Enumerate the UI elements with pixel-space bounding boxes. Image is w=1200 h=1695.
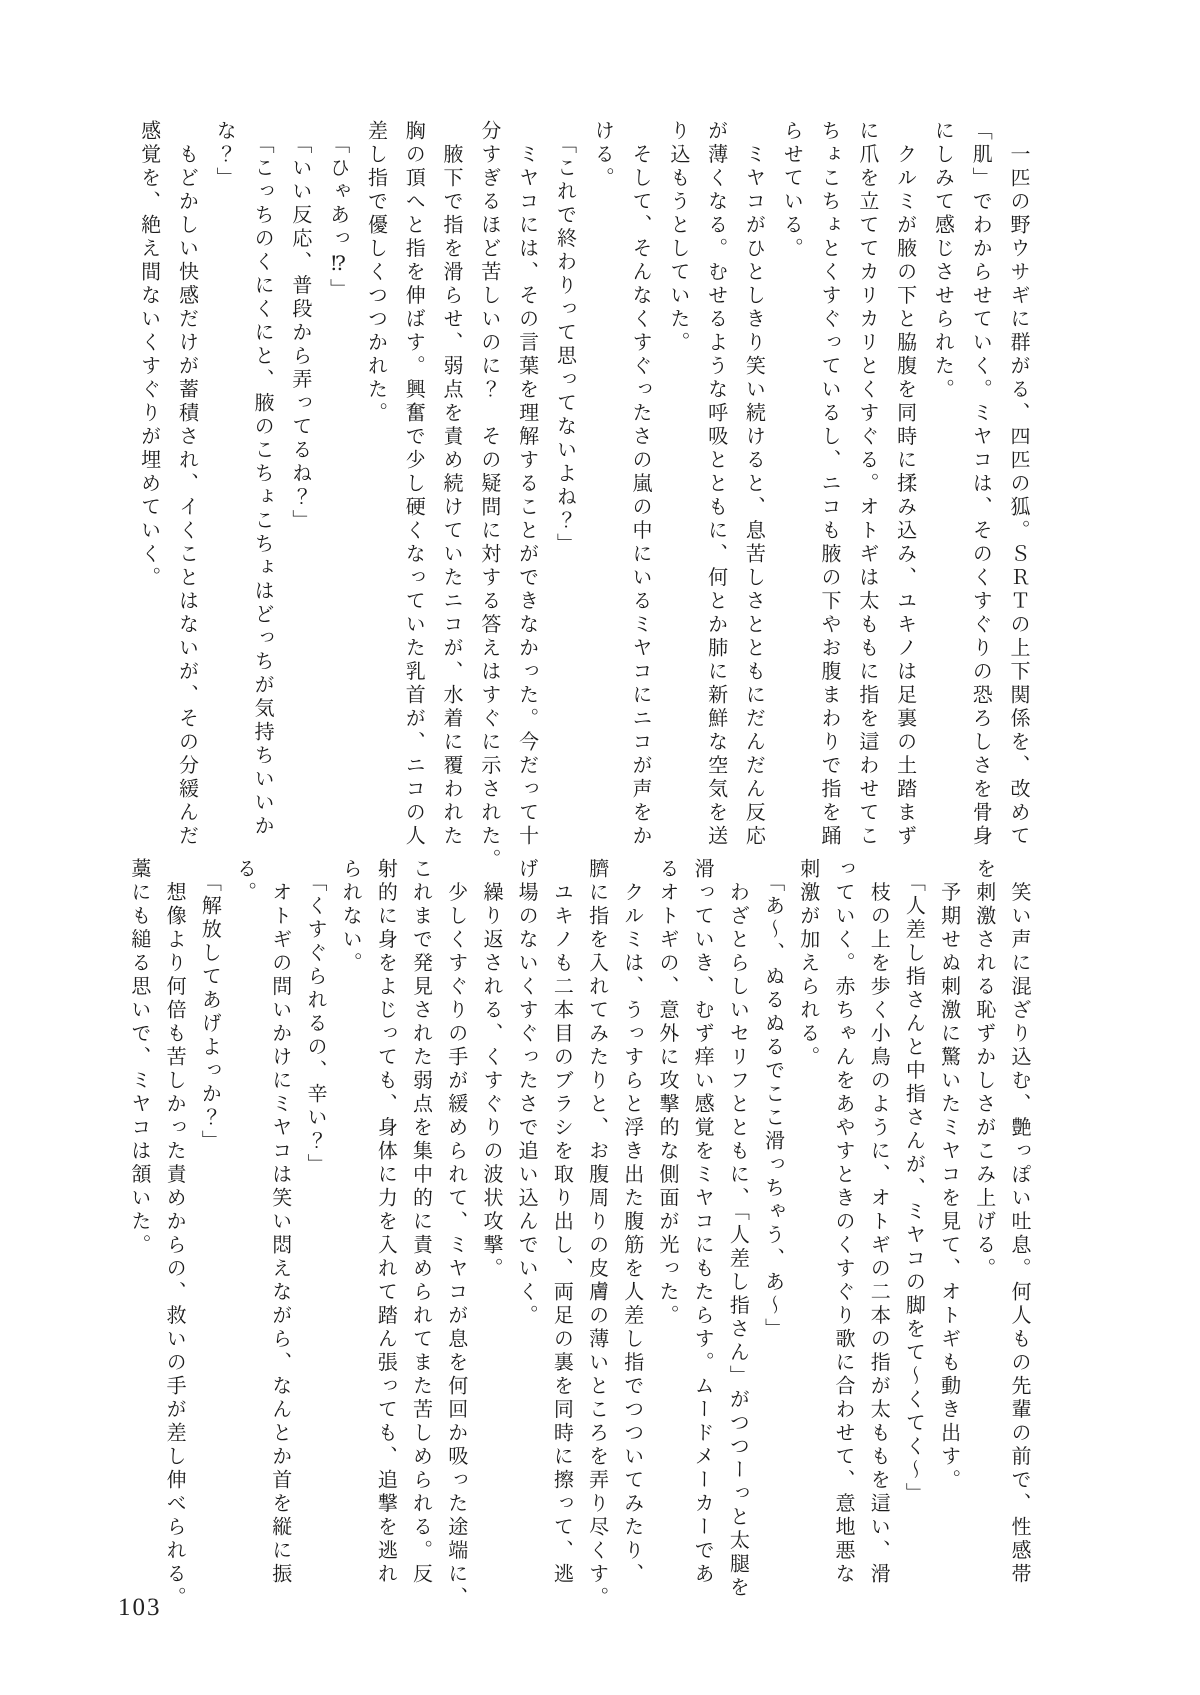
text-column: そして、そんなくすぐったさの嵐の中にいるミヤコにニコが声をか — [629, 120, 652, 849]
text-column: 「肌」でわからせていく。ミヤコは、そのくすぐりの恐ろしさを骨身 — [969, 120, 992, 849]
text-column: 「いい反応、普段から弄ってるね？」 — [288, 120, 311, 533]
text-column: 一匹の野ウサギに群がる、四匹の狐。ＳＲＴの上下関係を、改めて — [1007, 120, 1029, 849]
text-column: 「こっちのくにくにと、腋のこちょこちょはどっちが気持ちいいか — [251, 120, 274, 839]
text-column: 予期せぬ刺激に驚いたミヤコを見て、オトギも動き出す。 — [937, 858, 960, 1493]
text-column: 笑い声に混ざり込む、艶っぽい吐息。何人もの先輩の前で、性感帯 — [1008, 858, 1030, 1587]
text-column: 臍に指を入れてみたりと、お腹周りの皮膚の薄いところを弄り尽くす。 — [585, 858, 608, 1610]
text-column: る。 — [233, 858, 256, 905]
text-column: 差し指で優しくつつかれた。 — [364, 120, 387, 426]
text-column: が薄くなる。むせるような呼吸とともに、何とか肺に新鮮な空気を送 — [704, 120, 727, 849]
text-column: クルミは、うっすらと浮き出た腹筋を人差し指でつついてみたり、 — [620, 858, 643, 1587]
text-column: っていく。赤ちゃんをあやすときのくすぐり歌に合わせて、意地悪な — [831, 858, 854, 1587]
text-column: ユキノも二本目のブラシを取り出し、両足の裏を同時に擦って、逃 — [550, 858, 573, 1587]
text-column: 「人差し指さんと中指さんが、ミヤコの脚をて〜くてく〜」 — [902, 858, 925, 1506]
text-column: な？」 — [213, 120, 236, 191]
text-column: げ場のないくすぐったさで追い込んでいく。 — [515, 858, 538, 1328]
text-column: ける。 — [591, 120, 614, 191]
text-column: ちょこちょとくすぐっているし、ニコも腋の下やお腹まわりで指を踊 — [818, 120, 841, 849]
text-column: 「くすぐられるの、辛い？」 — [303, 858, 326, 1177]
text-column: 分すぎるほど苦しいのに？ その疑問に対する答えはすぐに示された。 — [477, 120, 500, 872]
text-column: 腋下で指を滑らせ、弱点を責め続けていたニコが、水着に覆われた — [440, 120, 463, 849]
text-column: ミヤコがひとしきり笑い続けると、息苦しさとともにだんだん反応 — [742, 120, 765, 849]
text-column: 射的に身をよじっても、身体に力を入れて踏ん張っても、追撃を逃れ — [374, 858, 397, 1587]
text-column: 繰り返される、くすぐりの波状攻撃。 — [479, 858, 502, 1281]
text-column: 「あ〜、ぬるぬるでここ滑っちゃう、あ〜」 — [761, 858, 784, 1342]
text-column: 感覚を、絶え間ないくすぐりが埋めていく。 — [137, 120, 160, 590]
text-column: もどかしい快感だけが蓄積され、イくことはないが、その分緩んだ — [175, 120, 198, 849]
text-column: るオトギの、意外に攻撃的な側面が光った。 — [655, 858, 678, 1328]
text-column: 「解放してあげよっか？」 — [198, 858, 221, 1154]
text-column: 少しくすぐりの手が緩められて、ミヤコが息を何回か吸った途端に、 — [444, 858, 467, 1610]
text-column: 藁にも縋る思いで、ミヤコは頷いた。 — [127, 858, 150, 1258]
text-column: 滑っていき、むず痒い感覚をミヤコにもたらす。ムードメーカーであ — [691, 858, 714, 1587]
text-column: 胸の頂へと指を伸ばす。興奮で少し硬くなっていた乳首が、ニコの人 — [402, 120, 425, 849]
text-column: ミヤコには、その言葉を理解することができなかった。今だって十 — [515, 120, 538, 849]
text-column: らせている。 — [780, 120, 803, 261]
text-column: り込もうとしていた。 — [666, 120, 689, 355]
text-column: 刺激が加えられる。 — [796, 858, 819, 1070]
text-column: 想像より何倍も苦しかった責めからの、救いの手が差し伸べられる。 — [163, 858, 186, 1610]
text-column: 「これで終わりって思ってないよね？」 — [553, 120, 576, 557]
text-column: に爪を立ててカリカリとくすぐる。オトギは太ももに指を這わせてこ — [855, 120, 878, 849]
text-column: にしみて感じさせられた。 — [931, 120, 954, 402]
text-column: クルミが腋の下と脇腹を同時に揉み込み、ユキノは足裏の土踏まず — [893, 120, 916, 849]
page-number: 103 — [118, 1594, 162, 1621]
text-column: 枝の上を歩く小鳥のように、オトギの二本の指が太ももを這い、滑 — [867, 858, 890, 1587]
text-column: これまで発見された弱点を集中的に責められてまた苦しめられる。反 — [409, 858, 432, 1587]
text-column: られない。 — [339, 858, 362, 976]
text-column: わざとらしいセリフとともに、「人差し指さん」がつつーっと太腿を — [726, 858, 749, 1600]
text-column: を刺激される恥ずかしさがこみ上げる。 — [972, 858, 995, 1281]
text-column: オトギの問いかけにミヤコは笑い悶えながら、なんとか首を縦に振 — [268, 858, 291, 1587]
text-column: 「ひゃあっ⁉」 — [326, 120, 349, 302]
upper-text-block — [129, 120, 1036, 872]
